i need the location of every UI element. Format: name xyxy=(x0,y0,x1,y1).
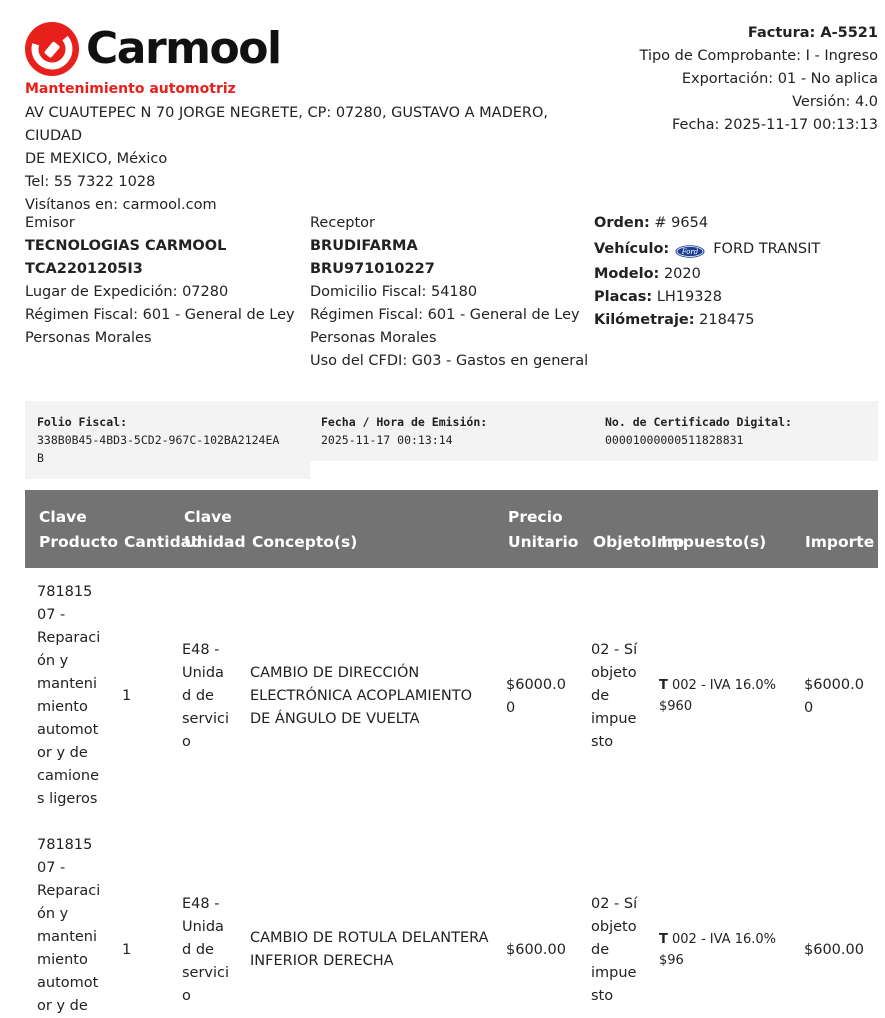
company-address-line1: AV CUAUTEPEC N 70 JORGE NEGRETE, CP: 07280, GUSTAVO A MADERO, CIUDAD xyxy=(25,105,549,144)
company-tagline: Mantenimiento automotriz xyxy=(25,81,236,97)
items-table-header xyxy=(25,490,878,568)
receptor-section xyxy=(310,212,590,373)
certificate-label: No. de Certificado Digital: xyxy=(605,415,792,429)
text-line: CAMBIO DE DIRECCIÓN xyxy=(250,665,420,681)
text-line: automot xyxy=(37,975,99,991)
row2-impuesto xyxy=(659,929,776,971)
invoice-date: Fecha: 2025-11-17 00:13:13 xyxy=(671,117,878,133)
ford-logo-icon xyxy=(675,243,705,256)
model-row xyxy=(594,263,879,286)
plates-row xyxy=(594,286,879,309)
row2-precio xyxy=(506,939,566,962)
brand-name: Carmool xyxy=(86,23,281,74)
text-line: ón y xyxy=(37,906,69,922)
text-line: manteni xyxy=(37,676,98,692)
header-clave-unidad xyxy=(184,505,246,555)
text-line: or y de xyxy=(37,998,88,1014)
header-clave-producto-l2: Producto xyxy=(39,533,119,551)
emission-date-value: 2025-11-17 00:13:14 xyxy=(321,433,453,447)
text-line: objeto xyxy=(591,665,637,681)
text-line: d de xyxy=(182,688,214,704)
text-line: DE ÁNGULO DE VUELTA xyxy=(250,711,420,727)
emisor-name: TECNOLOGIAS CARMOOL xyxy=(25,238,227,254)
text-line: INFERIOR DERECHA xyxy=(250,953,394,969)
text-line: 781815 xyxy=(37,837,93,853)
text-line: 0 xyxy=(506,700,516,716)
receptor-regimen: Régimen Fiscal: 601 - General de Ley xyxy=(310,307,580,323)
header-precio-l2: Unitario xyxy=(508,533,579,551)
header-clave-unidad-l2: Unidad xyxy=(184,533,246,551)
km-row xyxy=(594,309,879,332)
text-line: impue xyxy=(591,711,637,727)
order-value: # 9654 xyxy=(654,215,709,231)
receptor-rfc: BRU971010227 xyxy=(310,261,435,277)
text-line: $600.00 xyxy=(804,942,864,958)
vehicle-row xyxy=(594,235,879,263)
order-section xyxy=(594,212,879,332)
svg-text:Ford: Ford xyxy=(681,247,699,256)
row2-concepto xyxy=(250,927,489,973)
header-cantidad: Cantidad xyxy=(124,533,203,551)
fiscal-info xyxy=(25,401,878,479)
text-line: E48 - xyxy=(182,642,220,658)
text-line: $600.00 xyxy=(506,942,566,958)
company-logo xyxy=(25,22,281,76)
row2-clave-producto xyxy=(37,834,100,1018)
invoice-version: Versión: 4.0 xyxy=(792,94,878,110)
text-line: Reparaci xyxy=(37,630,101,646)
text-line: servici xyxy=(182,711,230,727)
text-line: miento xyxy=(37,699,88,715)
row1-importe xyxy=(804,674,864,720)
order-number xyxy=(594,212,879,235)
row2-cantidad: 1 xyxy=(122,942,132,958)
company-phone: Tel: 55 7322 1028 xyxy=(25,174,156,190)
model-value: 2020 xyxy=(663,266,701,282)
header-precio-l1: Precio xyxy=(508,508,563,526)
text-line: miento xyxy=(37,952,88,968)
company-website: Visítanos en: carmool.com xyxy=(25,197,217,213)
order-label: Orden: xyxy=(594,215,650,231)
row1-precio xyxy=(506,674,566,720)
vehicle-label: Vehículo: xyxy=(594,240,670,257)
invoice-export: Exportación: 01 - No aplica xyxy=(681,71,878,87)
text-line: sto xyxy=(591,988,614,1004)
row1-clave-unidad xyxy=(182,639,229,754)
emisor-rfc: TCA2201205I3 xyxy=(25,261,143,277)
row1-impuesto xyxy=(659,675,776,717)
model-label: Modelo: xyxy=(594,266,660,282)
header-clave-producto-l1: Clave xyxy=(39,508,87,526)
km-label: Kilómetraje: xyxy=(594,312,695,328)
text-line: CAMBIO DE ROTULA DELANTERA xyxy=(250,930,489,946)
km-value: 218475 xyxy=(699,312,755,328)
text-line: Unida xyxy=(182,665,224,681)
text-line: $6000.0 xyxy=(506,677,566,693)
text-line: camione xyxy=(37,768,99,784)
emisor-heading: Emisor xyxy=(25,215,75,231)
text-line: automot xyxy=(37,722,99,738)
text-line: servici xyxy=(182,965,230,981)
receptor-uso-cfdi: Uso del CFDI: G03 - Gastos en general xyxy=(310,353,589,369)
plates-label: Placas: xyxy=(594,289,653,305)
receptor-regimen-cont: Personas Morales xyxy=(310,330,437,346)
row1-concepto xyxy=(250,662,472,731)
row2-clave-unidad xyxy=(182,893,229,1008)
text-line: E48 - xyxy=(182,896,220,912)
text-line: 0 xyxy=(804,700,814,716)
tax-code: T xyxy=(659,678,668,693)
text-line: manteni xyxy=(37,929,98,945)
emisor-regimen-cont: Personas Morales xyxy=(25,330,152,346)
header-importe: Importe xyxy=(805,533,875,551)
text-line: impue xyxy=(591,965,637,981)
folio-fiscal-label: Folio Fiscal: xyxy=(37,415,128,429)
tax-description: 002 - IVA 16.0% xyxy=(672,678,777,693)
text-line: o xyxy=(182,988,191,1004)
text-line: ón y xyxy=(37,653,69,669)
text-line: 02 - Sí xyxy=(591,642,638,658)
invoice-meta xyxy=(640,22,878,137)
tax-amount: $96 xyxy=(659,953,684,968)
header-clave-producto xyxy=(39,505,118,555)
invoice-type: Tipo de Comprobante: I - Ingreso xyxy=(639,48,878,64)
text-line: ELECTRÓNICA ACOPLAMIENTO xyxy=(250,688,472,704)
text-line: d de xyxy=(182,942,214,958)
receptor-domicilio: Domicilio Fiscal: 54180 xyxy=(310,284,478,300)
company-address-line2: DE MEXICO, México xyxy=(25,151,168,167)
folio-fiscal-value-cont: B xyxy=(37,451,44,465)
header-objeto: ObjetoImp xyxy=(593,533,685,551)
header-impuesto: Impuesto(s) xyxy=(661,533,767,551)
carmool-logo-icon xyxy=(25,22,79,76)
row1-clave-producto xyxy=(37,581,100,811)
tax-code: T xyxy=(659,932,668,947)
invoice-number: Factura: A-5521 xyxy=(747,25,878,41)
text-line: de xyxy=(591,688,610,704)
tax-amount: $960 xyxy=(659,699,693,714)
emisor-section xyxy=(25,212,300,350)
header-precio xyxy=(508,505,578,555)
text-line: 07 - xyxy=(37,607,66,623)
emission-date-label: Fecha / Hora de Emisión: xyxy=(321,415,488,429)
plates-value: LH19328 xyxy=(656,289,722,305)
header-clave-unidad-l1: Clave xyxy=(184,508,232,526)
text-line: 781815 xyxy=(37,584,93,600)
text-line: objeto xyxy=(591,919,637,935)
row2-importe xyxy=(804,939,864,962)
text-line: or y de xyxy=(37,745,88,761)
header-concepto: Concepto(s) xyxy=(252,533,358,551)
folio-fiscal-box xyxy=(25,401,310,479)
row1-objeto-imp xyxy=(591,639,637,754)
text-line: 02 - Sí xyxy=(591,896,638,912)
certificate-box xyxy=(593,401,878,461)
folio-fiscal-value: 338B0B45-4BD3-5CD2-967C-102BA2124EA xyxy=(37,433,280,447)
receptor-name: BRUDIFARMA xyxy=(310,238,418,254)
text-line: s ligeros xyxy=(37,791,98,807)
tax-description: 002 - IVA 16.0% xyxy=(672,932,777,947)
receptor-heading: Receptor xyxy=(310,215,375,231)
row1-cantidad: 1 xyxy=(122,688,132,704)
text-line: Reparaci xyxy=(37,883,101,899)
text-line: Unida xyxy=(182,919,224,935)
vehicle-value: FORD TRANSIT xyxy=(713,240,821,257)
emisor-lugar: Lugar de Expedición: 07280 xyxy=(25,284,229,300)
text-line: o xyxy=(182,734,191,750)
text-line: de xyxy=(591,942,610,958)
certificate-value: 00001000000511828831 xyxy=(605,433,744,447)
text-line: $6000.0 xyxy=(804,677,864,693)
emission-date-box xyxy=(309,401,594,461)
row2-objeto-imp xyxy=(591,893,637,1008)
emisor-regimen: Régimen Fiscal: 601 - General de Ley xyxy=(25,307,295,323)
company-contact xyxy=(25,102,605,217)
text-line: 07 - xyxy=(37,860,66,876)
text-line: sto xyxy=(591,734,614,750)
